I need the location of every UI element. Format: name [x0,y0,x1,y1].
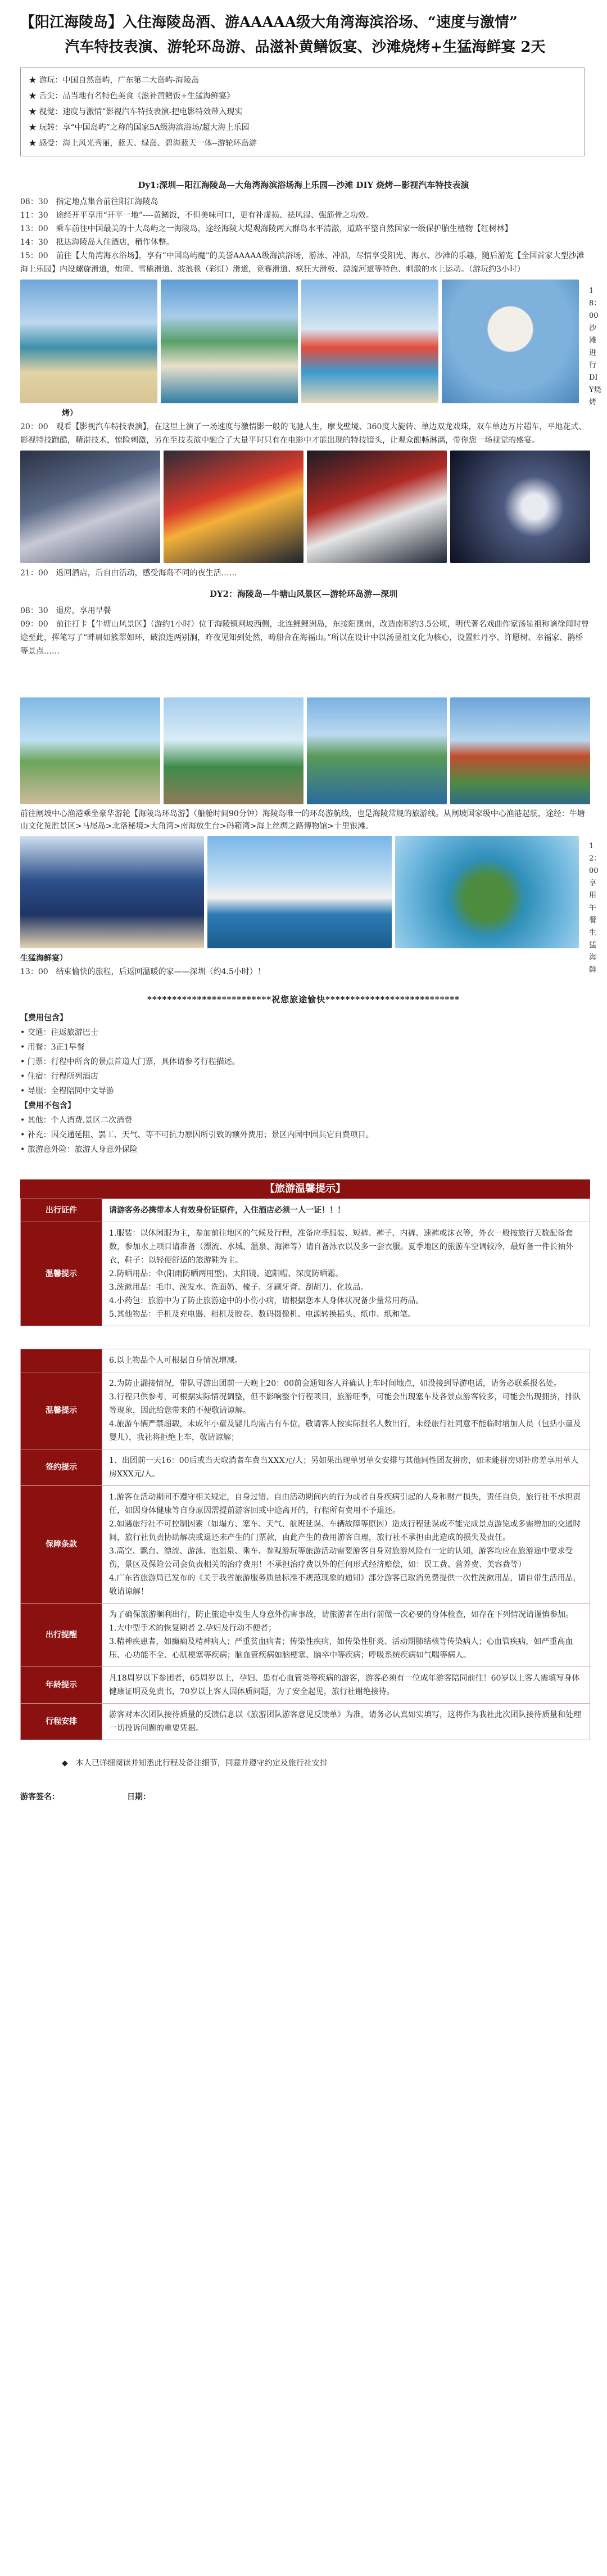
row-label: 温馨提示 [21,1222,102,1326]
night-show-photo [450,451,590,563]
tips-table [20,1199,590,1326]
row-value: 1.游客在活动期间不遵守相关规定，自身过错、自由活动期间内的行为或者自身疾病引起的人身和财产损失，责任自负，旅行社不承担责任，如因身体健康等自身原因需提前游客回或中途离开的，行程所有费用不予退还。 2.如遇旅行社不可控制因素（如塌方、塞车、天气、航班延误、车辆故障等原因）造成行程延误或不能完成景点游览或多需增加的交通时间，旅行社负责协助解决或退还未产生的门票款，由此产生的费用游客自理，旅行社不承担由此造成的损失及责任。 3.高空、飘台、漂流、游泳、泡温泉、乘车、参观游玩等旅游活动需要游客自身对旅游风险有一定的认知，游客均应在旅游途中要求受伤，景区及保险公司会负责相关的治疗费用！不承担治疗费以外的任何形式经济赔偿，如：误工费、营养费、美容费等） 4.广东省旅游局已发布的《关于我省旅游服务质量标准不规范现象的通知》部分游客已取消免费提供一次性洗漱用品，请自带生活用品，敬请谅解！ [102,1486,590,1604]
table-row [21,1704,590,1740]
waterpark-photo [301,280,438,403]
row-label: 出行证件 [21,1199,102,1222]
row-label: 行程安排 [21,1704,102,1740]
exclusion-item: • 旅游意外险：旅游人身意外保险 [20,1145,138,1154]
highlight-item: ★ 感受：海上风光秀丽，蓝天、绿岛、碧海蓝天一体--游轮环岛游 [29,139,257,148]
pavilion-photo [450,697,590,804]
photo-row [0,280,607,403]
row-label: 保障条款 [21,1486,102,1604]
exclusion-item: • 其他：个人消费.景区二次消费 [20,1116,133,1125]
row-value: 1.服装：以休闲服为主，参加前往地区的气候及行程，准备应季服装、短裤、裤子、内裤、速裤或沫衣等，外衣一般按旅行天数配备套数，参加水上项目请准备（漂流、水城、温泉、海滩等）请自备泳衣以及多一套衣服。夏季地区的旅游车空调较冷，最好备一件长袖外衣，鞋子：以轻便舒适的旅游鞋为主。 2.防晒用品：伞(阳雨防晒两用型)、太阳镜、遮阳帽、深度防晒霜。 3.洗漱用品：毛巾、洗发水、洗面奶、梳子、牙刷牙膏、刮胡刀、化妆品。 4.小药包：旅游中为了防止旅游途中的小伤小病，请根据您本人身体状况备少量常用药品。 5.其他物品：手机及充电器、相机及胶卷、数码摄像机、电源转换插头、纸巾、纸和笔。 [102,1222,590,1326]
resort-photo [161,280,298,403]
exclusions-heading: 【费用不包含】 [20,1101,75,1110]
row-label: 出行提醒 [21,1604,102,1667]
stunt-car-photo [164,451,304,563]
table-row [21,1222,590,1326]
day2-end-line: 13：00 结束愉快的旅程，后返回温暖的家——深圳（约4.5小时）！ [20,967,265,976]
title-line-2: 汽车特技表演、游轮环岛游、品滋补黄鳝饭宴、沙滩烧烤+生猛海鲜宴 2天 [65,39,546,56]
day2-line: 生猛海鲜宴） [20,954,67,963]
highlight-item: ★ 玩转：享“中国岛屿”之称的国家5A级海滨浴场/超大海上乐园 [29,123,250,132]
park-photo [164,697,304,804]
beach-photo [20,280,157,403]
table-row [21,1449,590,1486]
day1-title: Dy1:深圳—阳江海陵岛—大角湾海滨浴场海上乐园—沙滩 DIY 烧烤—影视汽车特技表演 [138,180,469,190]
ship-crew-photo [20,836,204,948]
day1-line: 13：00 乘车前往中国最美的十大岛屿之一海陵岛，途经海陵大堤观海陵两大群岛水平清澈，道路平整自然国家一级保护胎生植物【红树林】 [20,224,513,233]
day1-photo-block-1 [0,280,607,407]
inclusion-item: • 门票：行程中所含的景点首道大门票，具体请参考行程描述。 [20,1057,240,1066]
row-value: 游客对本次团队接待质量的反馈信息以《旅游团队游客意见反馈单》为准，请务必认真如实填写，这将作为我社此次团队接待质量和处理一切投诉问题的重要凭据。 [102,1704,590,1740]
inclusion-item: • 导服：全程陪同中文导游 [20,1087,114,1096]
inclusions-heading: 【费用包含】 [20,1014,67,1023]
row-label: 签约提示 [21,1449,102,1486]
stunt-photo [20,451,160,563]
day2-line: 08：30 退房，享用早餐 [20,606,111,615]
highlights-box [20,67,585,156]
photo-row [0,697,607,804]
day2-line: 前往闸坡中心渔港乘坐豪华游轮【海陵岛环岛游】（船舱时间90分钟）海陵岛唯一的环岛游航线，也是海陵常规的旅游线。从闸坡国家级中心渔港起航，途经：牛塘山文化览胜景区>马尾岛>北洛秘境>大角湾>南海放生台>码箱湾>海上丝绸之路博物馆>十里银滩。 [20,809,585,831]
inclusions-section [20,1011,590,1157]
row-value: 为了确保旅游顺利出行，防止旅途中发生人身意外伤害事故，请旅游者在出行前做一次必要的身体检查，如存在下列情况请谨慎参加。 1.大中型手术的恢复期者 2.孕妇及行动不便者； 3.精神疾患者，如癫痫及精神病人；严重贫血病者；传染性疾病，如传染性肝炎、活动期肺结核等传染病人；心血管疾病，如严重高血压、心功能不全、心肌梗塞等疾病；脑血管疾病如脑梗塞、脑卒中等疾病；呼吸系统疾病如气喘等病人。 [102,1604,590,1667]
tips-header: 【旅游温馨提示】 [20,1179,590,1199]
tips-table-2 [20,1349,590,1740]
cruise-ship-photo [207,836,391,948]
day1-line: 11：30 途经开平享用“开平一地”----黄鳝饭，不但美味可口，更有补虚损、祛风湿、强筋骨之功效。 [20,211,374,220]
divider: *************************祝您旅途愉快*************************** [147,994,460,1005]
day1-line: 烤） [62,409,78,418]
row-label [21,1349,102,1372]
table-row [21,1349,590,1372]
day2-line: 09：00 前往打卡【牛塘山风景区】（游约1小时）位于海陵镇闸坡西侧，北连鲤鲤洲岛，东接阳澳南，改造南积约3.5公顷，明代著名戏曲作家汤显祖称谪徐闻时曾途至此，挥笔写了“畔眉如簇翠如环，破浪连两别涧，昨夜见知到处然，畴船合在海福山。”所以在设计中以汤显祖文化为核心，设置牡丹亭、许愿树、幸福家、鹊桥等景点…… [20,620,589,656]
day2-side-caption: 12：00 享用午餐生猛海鲜 [589,842,606,974]
day1-line: 15：00 前往【大角湾海水浴场】，享有“中国岛屿魔”的美誉AAAAA级海滨浴场，游泳、冲浪，尽情享受阳光、海水、沙滩的乐趣，随后游览【全国首家大型沙滩海上乐园】内设螺旋滑道，炮筒、雪橇滑道、波浪毯（彩虹）滑道，竞赛滑道、疯狂大滑板、漂流河道等特色、刺激的水上运动。（游玩约3小时） [20,251,585,274]
inclusion-item: • 用餐：3正1早餐 [20,1043,85,1052]
row-value: 请游客务必携带本人有效身份证原件，入住酒店必须一人一证！！！ [102,1199,590,1222]
sculpture-photo [442,280,579,403]
day1-line: 21：00 返回酒店，后自由活动，感受海岛不同的夜生活…… [20,569,237,578]
table-row [21,1604,590,1667]
signature-label: 游客签名： [20,1793,60,1802]
row-label: 年龄提示 [21,1667,102,1704]
day1-line: 08：30 指定地点集合前往阳江海陵岛 [20,197,158,206]
day1-line: 20：00 观看【影视汽车特技表演】，在这里上演了一场速度与激情影一般的飞驰人生，摩戈壁境、360度大旋转、单边双龙戏珠，双车单边万片超车，平地花式、影视特技跑酷，精湛技术，惊险刺激，另在至技表演中融合了大量平时只有在电影中才能出现的特技镜头，让观众酣畅淋漓，带你您一场视觉的盛宴。 [20,422,587,445]
day1-line: 14：30 抵达海陵岛入住酒店，稍作休整。 [20,238,174,247]
day1-side-caption: 18：00 沙滩进行DIY烧烤 [589,287,606,407]
signature-row [20,1791,607,1802]
row-label: 温馨提示 [21,1372,102,1449]
table-row [21,1199,590,1222]
date-label: 日期： [127,1793,151,1802]
highlight-item: ★ 视觉：速度与激情”影视汽车特技表演-把电影特效带入现实 [29,107,243,116]
day2-title: DY2：海陵岛—牛塘山风景区—游轮环岛游—深圳 [209,589,398,599]
agreement-note: ◆ 本人已详细阅读并知悉此行程及备注细节，同意并遵守约定及旅行社安排 [62,1759,328,1768]
row-value: 凡18周岁以下参团者，65周岁以上，孕妇、患有心血管类等疾病的游客，游客必须有一位成年游客陪同前往！60岁以上客人需填写身体健康证明及免责书，70岁以上客人因体质问题，为了安全起见，旅行社谢绝接待。 [102,1667,590,1704]
highlight-item: ★ 舌尖：品当地有名特色美食《滋补黄鳝饭+生猛海鲜宴》 [29,92,235,101]
row-value: 2.为防止漏接情况，带队导游出团前一天晚上20：00前会通知客人并确认上车时间地点，如没接到导游电话，请务必联系报名处。 3.行程只供参考，可根据实际情况调整，但不影响整个行程项目，旅游旺季，可能会出现塞车及各景点游客较多，可能会出现拥挤，排队等现象，因此给您带来的不便敬请谅解。 4.旅游车辆严禁超载，未成年小童及婴儿均需占有车位，敬请客人按实际报名人数出行，未经旅行社同意不能临时增加人员（包括小童及婴儿），我社将拒绝上车，敬请谅解； [102,1372,590,1449]
page-title [0,0,607,60]
table-row [21,1486,590,1604]
table-row [21,1372,590,1449]
inclusion-item: • 交通：往返旅游巴士 [20,1028,98,1037]
garden-photo [20,697,160,804]
highlight-item: ★ 游玩：中国自然岛屿，广东第二大岛屿-海陵岛 [29,76,200,85]
photo-row [0,836,607,948]
title-line-1: 【阳江海陵岛】入住海陵岛酒、游AAAAA级大角湾海滨浴场、“速度与激情” [20,14,518,31]
coast-photo [307,697,447,804]
racing-photo [307,451,447,563]
row-value: 6.以上物品个人可根据自身情况增减。 [102,1349,590,1372]
island-aerial-photo [395,836,579,948]
inclusion-item: • 住宿：行程所列酒店 [20,1072,98,1081]
exclusion-item: • 补充：因交通延阻、罢工、天气、等不可抗力原因所引致的额外费用；景区内园中园其它自费项目。 [20,1131,374,1140]
table-row [21,1667,590,1704]
photo-row [0,451,607,563]
row-value: 1、出团前一天16：00后或当天取消者车费当XXX元/人；另如果出现单男单女安排与其他同性团友拼房，如未能拼房则补房差享用单人房XXX元/人。 [102,1449,590,1486]
